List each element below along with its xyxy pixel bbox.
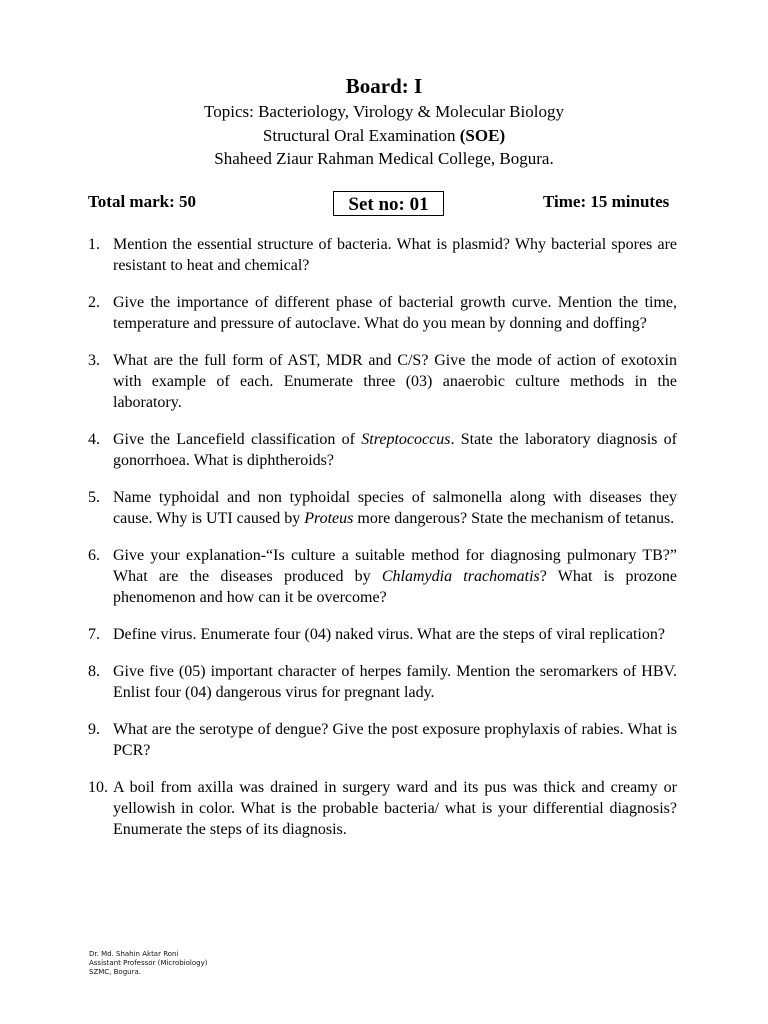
question-text: [113, 294, 677, 332]
question-item: [88, 429, 677, 471]
author-signature-block: [89, 950, 207, 977]
question-item: [88, 624, 677, 645]
question-item: [88, 292, 677, 334]
question-text: [113, 626, 665, 643]
question-number: 2.: [88, 294, 100, 311]
question-item: [88, 719, 677, 761]
topics-line: Topics: Bacteriology, Virology & Molecular Biology: [204, 102, 564, 121]
set-number-box: Set no: 01: [333, 191, 444, 216]
question-text-segment: Give your explanation-“Is culture a suitable method for diagnosing pulmonary TB?” What are the diseases produced by: [113, 547, 677, 585]
question-text: [113, 236, 677, 274]
question-number: 5.: [88, 489, 100, 506]
question-text-segment: A boil from axilla was drained in surgery ward and its pus was thick and creamy or yellowish in color. What is the probable bacteria/ what is your differential diagnosis? Enumerate the steps of its diagnosis.: [113, 779, 677, 838]
question-text-segment: What are the serotype of dengue? Give the post exposure prophylaxis of rabies. What is PCR?: [113, 721, 677, 759]
exam-type-text: Structural Oral Examination: [262, 126, 460, 145]
question-text-segment: Define virus. Enumerate four (04) naked virus. What are the steps of viral replication?: [113, 626, 665, 643]
question-text: [113, 352, 677, 411]
question-item: [88, 234, 677, 276]
question-text-italic: Proteus: [304, 510, 354, 527]
question-text-segment: What are the full form of AST, MDR and C/S? Give the mode of action of exotoxin with example of each. Enumerate three (03) anaerobic culture methods in the laboratory.: [113, 352, 677, 411]
question-text-segment: Give five (05) important character of herpes family. Mention the seromarkers of HBV. Enlist four (04) dangerous virus for pregnant lady.: [113, 663, 677, 701]
time-limit: Time: 15 minutes: [543, 192, 670, 211]
question-text: [113, 547, 677, 606]
question-number: 4.: [88, 431, 100, 448]
question-text-segment: ? What is prozone phenomenon and how can it be overcome?: [113, 568, 678, 606]
question-number: 6.: [88, 547, 100, 564]
board-title: Board: I: [345, 74, 423, 98]
question-item: [88, 545, 677, 608]
question-text-segment: Name typhoidal and non typhoidal species of salmonella along with diseases they cause. Why is UTI caused by: [113, 489, 677, 527]
question-text: [113, 663, 677, 701]
question-number: 8.: [88, 663, 100, 680]
question-item: [88, 777, 677, 840]
question-text-segment: Give the importance of different phase of bacterial growth curve. Mention the time, temperature and pressure of autoclave. What do you mean by donning and doffing?: [113, 294, 677, 332]
question-list: [88, 234, 677, 856]
question-text: [113, 779, 677, 838]
author-title: Assistant Professor (Microbiology): [89, 959, 208, 967]
question-text-italic: Chlamydia trachomatis: [381, 568, 540, 585]
total-mark: Total mark: 50: [88, 192, 196, 211]
question-text: [113, 721, 677, 759]
question-number: 9.: [88, 721, 100, 738]
question-number: 7.: [88, 626, 100, 643]
exam-type-abbr: (SOE): [459, 126, 506, 145]
author-name: Dr. Md. Shahin Aktar Roni: [89, 950, 179, 958]
college-name: Shaheed Ziaur Rahman Medical College, Bogura.: [214, 149, 554, 168]
exam-type-line: [0, 126, 768, 146]
question-number: 1.: [88, 236, 100, 253]
question-item: [88, 661, 677, 703]
question-text-segment: Give the Lancefield classification of: [113, 431, 362, 448]
question-text-segment: . State the laboratory diagnosis of gonorrhoea. What is diphtheroids?: [113, 431, 677, 469]
question-text-italic: Streptococcus: [361, 431, 451, 448]
question-text-segment: Mention the essential structure of bacteria. What is plasmid? Why bacterial spores are resistant to heat and chemical?: [113, 236, 677, 274]
question-text-segment: more dangerous? State the mechanism of tetanus.: [353, 510, 675, 527]
question-item: [88, 487, 677, 529]
question-text: [113, 489, 677, 527]
author-institution: SZMC, Bogura.: [89, 968, 141, 976]
question-number: 10.: [88, 779, 108, 796]
question-text: [113, 431, 677, 469]
question-number: 3.: [88, 352, 100, 369]
question-item: [88, 350, 677, 413]
